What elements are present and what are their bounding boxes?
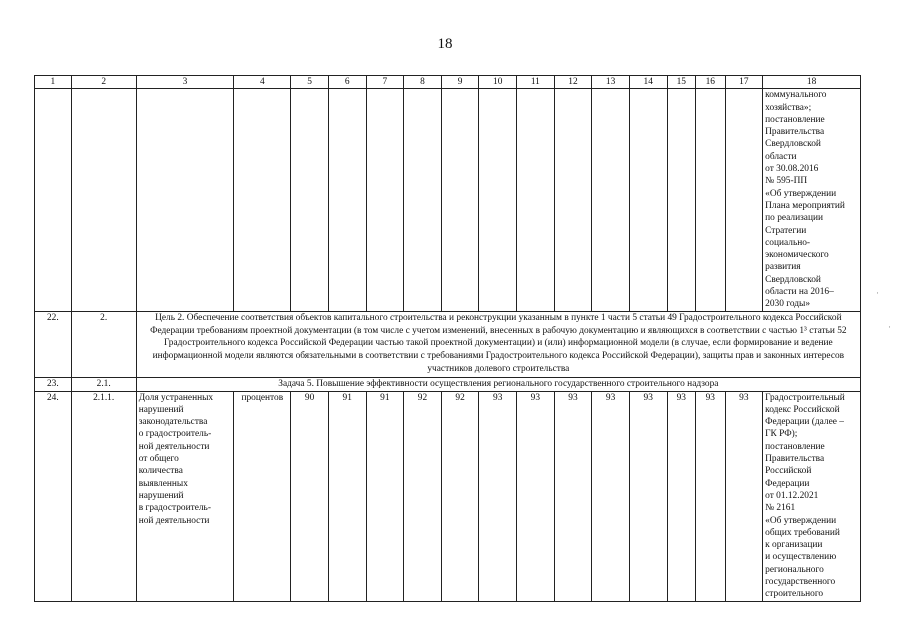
col-header: 8 — [404, 76, 442, 89]
row-number: 22. — [35, 312, 72, 378]
table-cell — [71, 89, 136, 312]
col-header: 17 — [725, 76, 763, 89]
table-cell — [404, 89, 442, 312]
scan-speck: · — [888, 322, 891, 332]
table-cell — [479, 89, 517, 312]
value-cell: 93 — [667, 391, 695, 601]
indicators-table — [34, 75, 861, 602]
value-cell: 93 — [696, 391, 726, 601]
col-header: 10 — [479, 76, 517, 89]
col-header: 1 — [35, 76, 72, 89]
value-cell: 92 — [404, 391, 442, 601]
table-cell — [725, 89, 763, 312]
row-code: 2.1.1. — [71, 391, 136, 601]
table-cell — [328, 89, 366, 312]
table-cell — [696, 89, 726, 312]
col-header: 7 — [366, 76, 404, 89]
value-cell: 91 — [328, 391, 366, 601]
value-cell: 93 — [725, 391, 763, 601]
task-text: Задача 5. Повышение эффективности осуществления регионального государственного строительного надзора — [136, 378, 860, 391]
value-cell: 93 — [479, 391, 517, 601]
table-cell — [234, 89, 291, 312]
col-header: 5 — [291, 76, 329, 89]
page-number: 18 — [437, 36, 453, 52]
col-header: 13 — [592, 76, 630, 89]
col-header: 18 — [763, 76, 861, 89]
row-number: 24. — [35, 391, 72, 601]
col-header: 11 — [517, 76, 555, 89]
goal-text: Цель 2. Обеспечение соответствия объектов капитального строительства и реконструкции указанным в пункте 1 части 5 статьи 49 Градостроительного кодекса Российской Федерации требованиям проектной документации (в том числе с учетом изменений, внесенных в рабочую документацию и являющихся в соответствии с частью 1³ статьи 52 Градостроительного кодекса Российской Федерации частью такой проектной документации) и (или) информационной модели (в случае, если формирование и ведение информационной модели являются обязательными в соответствии с требованиями Градостроительного кодекса Российской Федерации), защиты прав и законных интересов участников долевого строительства — [136, 312, 860, 378]
value-cell: 91 — [366, 391, 404, 601]
table-cell — [554, 89, 592, 312]
table-cell — [366, 89, 404, 312]
table-row-indicator — [35, 391, 861, 601]
col-header: 12 — [554, 76, 592, 89]
table-row-goal — [35, 312, 861, 378]
col-header: 14 — [629, 76, 667, 89]
value-cell: 93 — [517, 391, 555, 601]
value-cell: 90 — [291, 391, 329, 601]
indicator-name: Доля устраненных нарушений законодательства о градостроитель- ной деятельности от общего количества выявленных нарушений в градостроитель- ной деятельности — [136, 391, 234, 601]
table-row-continuation — [35, 89, 861, 312]
legal-basis-cell: коммунального хозяйства»; постановление Правительства Свердловской области от 30.08.2016 № 595-ПП «Об утверждении Плана мероприятий по реализации Стратегии социально- экономического развития Свердловской области на 2016– 2030 годы» — [763, 89, 861, 312]
col-header: 2 — [71, 76, 136, 89]
col-header: 9 — [441, 76, 479, 89]
table-cell — [667, 89, 695, 312]
table-cell — [629, 89, 667, 312]
table-cell — [517, 89, 555, 312]
row-code: 2.1. — [71, 378, 136, 391]
table-row-task — [35, 378, 861, 391]
col-header: 4 — [234, 76, 291, 89]
col-header: 3 — [136, 76, 234, 89]
col-header: 16 — [696, 76, 726, 89]
value-cell: 93 — [554, 391, 592, 601]
row-code: 2. — [71, 312, 136, 378]
table-cell — [35, 89, 72, 312]
table-cell — [441, 89, 479, 312]
column-number-row — [35, 76, 861, 89]
scan-speck: · — [876, 288, 879, 298]
table-cell — [136, 89, 234, 312]
col-header: 6 — [328, 76, 366, 89]
col-header: 15 — [667, 76, 695, 89]
value-cell: 93 — [592, 391, 630, 601]
unit-cell: процентов — [234, 391, 291, 601]
value-cell: 93 — [629, 391, 667, 601]
table-cell — [291, 89, 329, 312]
row-number: 23. — [35, 378, 72, 391]
value-cell: 92 — [441, 391, 479, 601]
table-cell — [592, 89, 630, 312]
legal-basis-cell: Градостроительный кодекс Российской Федерации (далее – ГК РФ); постановление Правительства Российской Федерации от 01.12.2021 № 2161 «Об утверждении общих требований к организации и осуществлению регионального государственного строительного — [763, 391, 861, 601]
